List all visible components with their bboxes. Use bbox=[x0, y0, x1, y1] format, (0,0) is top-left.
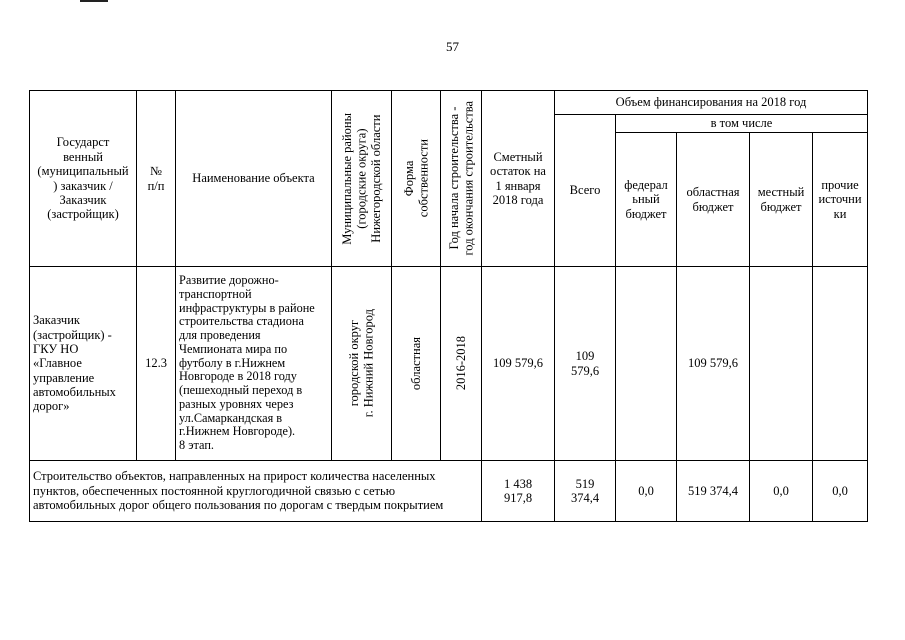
summary-total: 519 374,4 bbox=[555, 461, 616, 522]
financing-table bbox=[29, 90, 868, 522]
row-ownership bbox=[392, 267, 441, 461]
header-num: № п/п bbox=[137, 91, 176, 267]
header-ownership bbox=[392, 91, 441, 267]
header-ownership-text: Форма собственности bbox=[401, 139, 430, 218]
page-number: 57 bbox=[446, 39, 459, 54]
header-years bbox=[441, 91, 482, 267]
row-total: 109 579,6 bbox=[555, 267, 616, 461]
summary-other: 0,0 bbox=[813, 461, 868, 522]
row-ownership-text: областная bbox=[408, 336, 423, 391]
summary-local: 0,0 bbox=[750, 461, 813, 522]
header-including: в том числе bbox=[616, 115, 868, 133]
header-local: местный бюджет bbox=[750, 133, 813, 267]
row-estimate: 109 579,6 bbox=[482, 267, 555, 461]
header-other: прочие источни ки bbox=[813, 133, 868, 267]
header-district bbox=[332, 91, 392, 267]
header-row-1 bbox=[30, 91, 868, 115]
row-years-text: 2016-2018 bbox=[453, 336, 468, 391]
header-regional: областная бюджет bbox=[677, 133, 750, 267]
summary-federal: 0,0 bbox=[616, 461, 677, 522]
table-row bbox=[30, 267, 868, 461]
top-rule bbox=[80, 0, 108, 2]
header-estimate: Сметный остаток на 1 января 2018 года bbox=[482, 91, 555, 267]
header-district-text: Муниципальные районы (городские округа) Нижегородской области bbox=[339, 112, 383, 245]
row-years bbox=[441, 267, 482, 461]
header-name: Наименование объекта bbox=[176, 91, 332, 267]
summary-regional: 519 374,4 bbox=[677, 461, 750, 522]
row-customer: Заказчик (застройщик) - ГКУ НО «Главное управление автомобильных дорог» bbox=[30, 267, 137, 461]
row-local bbox=[750, 267, 813, 461]
row-district-text: городской округ г. Нижний Новгород bbox=[347, 309, 376, 418]
row-num: 12.3 bbox=[137, 267, 176, 461]
row-regional: 109 579,6 bbox=[677, 267, 750, 461]
header-federal: федерал ьный бюджет bbox=[616, 133, 677, 267]
summary-estimate: 1 438 917,8 bbox=[482, 461, 555, 522]
summary-row bbox=[30, 461, 868, 522]
summary-label: Строительство объектов, направленных на прирост количества населенных пунктов, обеспеченных постоянной круглогодичной связью с сетью автомобильных дорог общего пользования по дорогам с твердым покрытием bbox=[30, 461, 482, 522]
row-name: Развитие дорожно- транспортной инфраструктуры в районе строительства стадиона для проведения Чемпионата мира по футболу в г.Нижнем Новгороде в 2018 году (пешеходный переход в разных уровнях через ул.Самаркандская в г.Нижнем Новгороде). 8 этап. bbox=[176, 267, 332, 461]
row-federal bbox=[616, 267, 677, 461]
header-years-text: Год начала строительства - год окончания строительства bbox=[446, 101, 475, 256]
row-district bbox=[332, 267, 392, 461]
header-total: Всего bbox=[555, 115, 616, 267]
header-customer: Государст венный (муниципальный ) заказчик / Заказчик (застройщик) bbox=[30, 91, 137, 267]
header-funding-group: Объем финансирования на 2018 год bbox=[555, 91, 868, 115]
row-other bbox=[813, 267, 868, 461]
